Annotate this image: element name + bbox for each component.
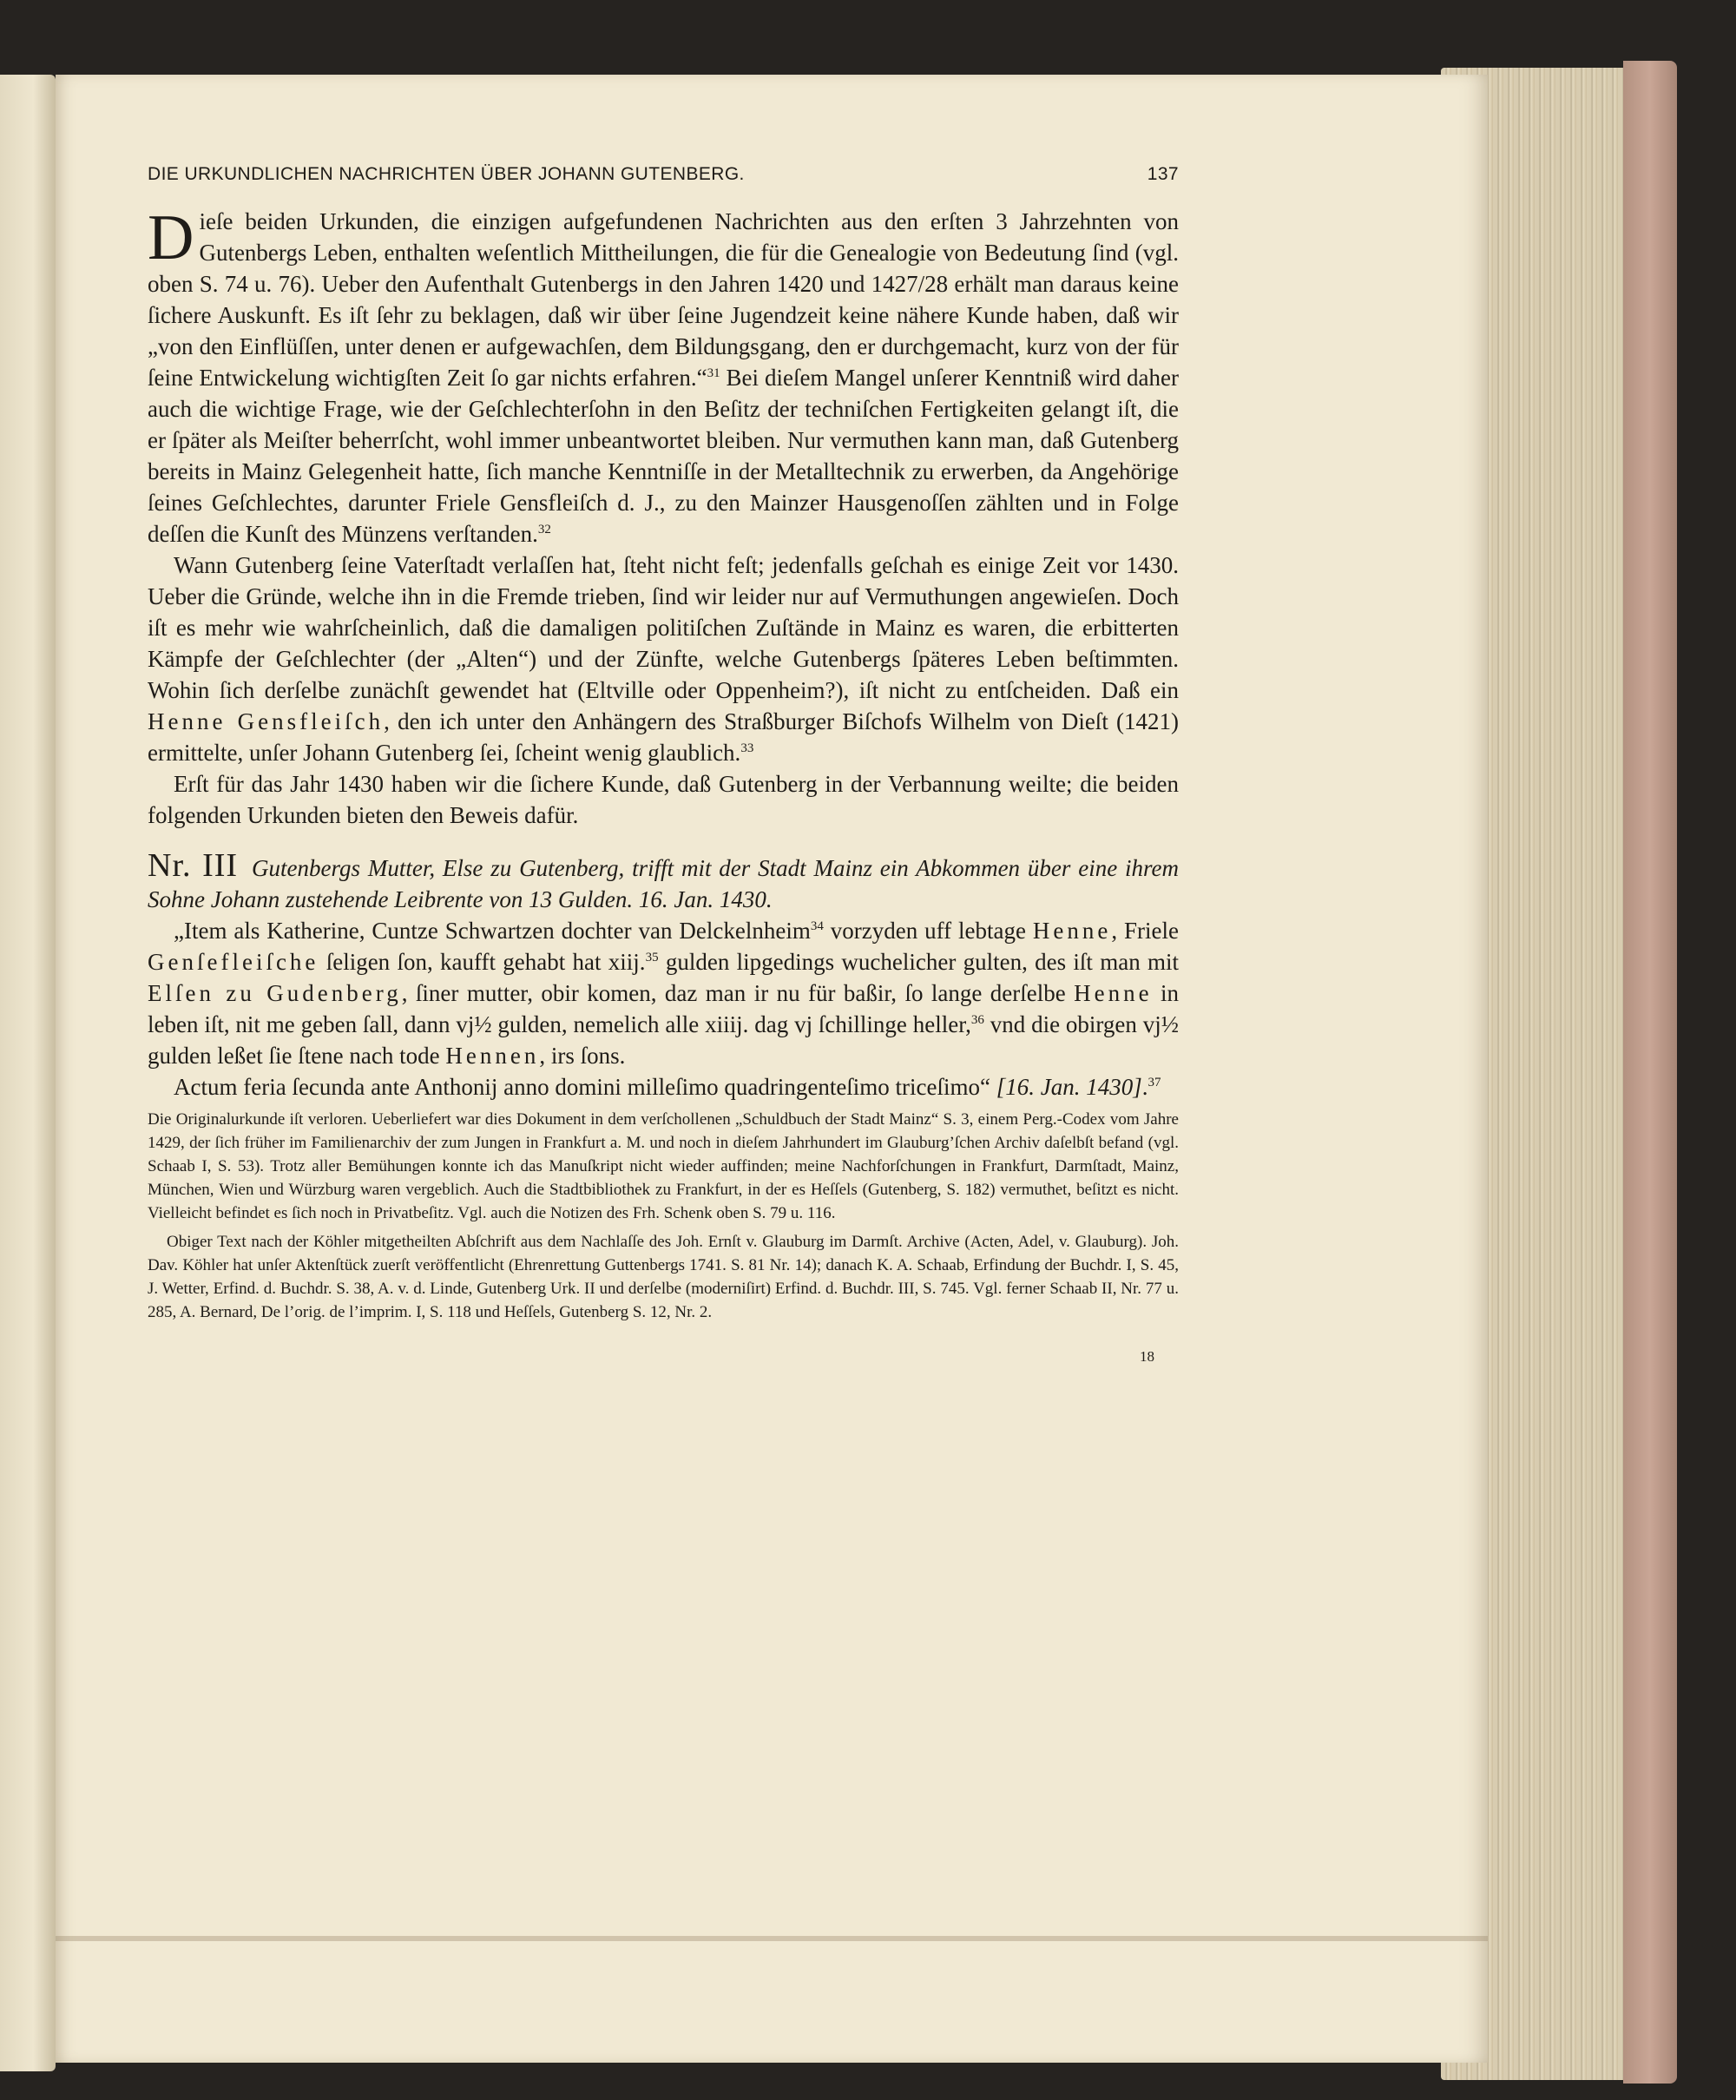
document-quote (148, 915, 1179, 1071)
page-fold-shadow (56, 1936, 1488, 1941)
quote-text-9: , irs ſons. (539, 1043, 626, 1069)
quote-text-5: gulden lipgedings wuchelicher gulten, des iſt man mit (658, 949, 1179, 975)
source-notes (148, 1108, 1179, 1324)
paragraph-2-text-b: , den ich unter den Anhängern des Straßburger Biſchofs Wilhelm von Dieſt (1421) ermittelte, unſer Johann Gutenberg ſei, ſcheint wenig glaublich. (148, 708, 1179, 766)
paragraph-1 (148, 202, 1179, 550)
document-title: Gutenbergs Mutter, Else zu Gutenberg, trifft mit der Stadt Mainz ein Abkommen über eine ihrem Sohne Johann zustehende Leibrente von 13 Gulden. 16. Jan. 1430. (148, 855, 1179, 912)
quote-text-6: , ſiner mutter, obir komen, daz man ir nu für baßir, ſo lange derſelbe (401, 980, 1075, 1006)
actum-period: . (1141, 1074, 1148, 1100)
quote-text-1: „Item als Katherine, Cuntze Schwartzen dochter van Delckelnheim (174, 918, 811, 944)
spaced-name-elsen: Elſen zu Gudenberg (148, 980, 402, 1006)
paragraph-3: Erſt für das Jahr 1430 haben wir die ſichere Kunde, daß Gutenberg in der Verbannung weilte; die beiden folgenden Urkunden bieten den Beweis dafür. (148, 771, 1179, 828)
facing-page-edge (0, 75, 56, 2071)
spaced-name-henne: Henne (1032, 918, 1112, 944)
paragraph-2 (148, 550, 1179, 768)
footnote-ref-32: 32 (537, 523, 551, 537)
page-content (148, 164, 1179, 1366)
footnote-ref-35: 35 (645, 951, 659, 964)
paragraph-1-text-a: ieſe beiden Urkunden, die einzigen aufgefundenen Nachrichten aus den erſten 3 Jahrzehnten von Gutenbergs Leben, enthalten weſentlich Mittheilungen, die für die Genealogie von Bedeutung ſind (vgl. oben S. 74 u. 76). Ueber den Aufenthalt Gutenbergs in den Jahren 1420 und 1427/28 erhält man daraus keine ſichere Auskunft. Es iſt ſehr zu beklagen, daß wir über ſeine Jugendzeit keine nähere Kunde haben, daß wir „von den Einflüſſen, unter denen er aufgewachſen, dem Bildungsgang, den er durchgemacht, kurz von der für ſeine Entwickelung wichtigſten Zeit ſo gar nichts erfahren.“ (148, 208, 1179, 391)
paragraph-1-text-b: Bei dieſem Mangel unſerer Kenntniß wird daher auch die wichtige Frage, wie der Geſchlechterſohn in den Beſitz der techniſchen Fertigkeiten gelangt iſt, die er ſpäter als Meiſter beherrſcht, wohl immer unbeantwortet bleiben. Nur vermuthen kann man, daß Gutenberg bereits in Mainz Gelegenheit hatte, ſich manche Kenntniſſe in der Metalltechnik zu erwerben, da Angehörige ſeines Geſchlechtes, darunter Friele Gensfleiſch d. J., zu den Mainzer Hausgenoſſen zählten und in Folge deſſen die Kunſt des Münzens verſtanden. (148, 365, 1179, 547)
running-head (148, 164, 1179, 185)
document-number: Nr. III (148, 847, 239, 884)
quote-text-7: in leben iſt, nit me geben ſall, dann vj½ gulden, nemelich alle xiiij. dag vj ſchillinge heller, (148, 980, 1179, 1037)
drop-cap: D (148, 202, 194, 273)
spaced-name-hennen: Hennen (445, 1043, 540, 1069)
footnote-ref-36: 36 (970, 1013, 984, 1027)
quote-text-3: , Friele (1111, 918, 1179, 944)
footnote-ref-31: 31 (707, 366, 720, 380)
spaced-name-gensefleische: Genſefleiſche (148, 949, 319, 975)
book-cover-edge (1623, 61, 1677, 2084)
footnote-ref-33: 33 (740, 741, 754, 755)
note-1: Die Originalurkunde iſt verloren. Ueberliefert war dies Dokument in dem verſchollenen „Schuldbuch der Stadt Mainz“ S. 3, einem Perg.-Codex vom Jahre 1429, der ſich früher im Familienarchiv der zum Jungen in Frankfurt a. M. und noch in dieſem Jahrhundert im Glauburg’ſchen Archiv daſelbſt befand (vgl. Schaab I, S. 53). Trotz aller Bemühungen konnte ich das Manuſkript nicht wieder auffinden; meine Nachforſchungen in Frankfurt, Darmſtadt, Mainz, München, Wien und Würzburg waren vergeblich. Auch die Stadtbibliothek zu Frankfurt, in der es Heſſels (Gutenberg, S. 182) vermuthet, beſitzt es nicht. Vielleicht befindet es ſich noch in Privatbeſitz. Vgl. auch die Notizen des Frh. Schenk oben S. 79 u. 116. (148, 1110, 1179, 1222)
page-number: 137 (1147, 164, 1179, 184)
spaced-name-henne-2: Henne (1074, 980, 1153, 1006)
actum-line (148, 1071, 1179, 1103)
note-2: Obiger Text nach der Köhler mitgetheilten Abſchrift aus dem Nachlaſſe des Joh. Ernſt v. Glauburg im Darmſt. Archive (Acten, Adel, v. Glauburg). Joh. Dav. Köhler hat unſer Aktenſtück zuerſt veröffentlicht (Ehrenrettung Guttenbergs 1741. S. 81 Nr. 14); danach K. A. Schaab, Erfindung der Buchdr. I, S. 45, J. Wetter, Erfind. d. Buchdr. S. 38, A. v. d. Linde, Gutenberg Urk. II und derſelbe (moderniſirt) Erfind. d. Buchdr. III, S. 745. Vgl. ferner Schaab II, Nr. 77 u. 285, A. Bernard, De l’orig. de l’imprim. I, S. 118 und Heſſels, Gutenberg S. 12, Nr. 2. (148, 1233, 1179, 1321)
document-heading (148, 847, 1179, 915)
actum-text: Actum feria ſecunda ante Anthonij anno domini milleſimo quadringenteſimo triceſimo“ (174, 1074, 996, 1100)
quote-text-2: vorzyden uff lebtage (823, 918, 1033, 944)
quote-text-4: ſeligen ſon, kaufft gehabt hat xiij. (319, 949, 646, 975)
actum-date: [16. Jan. 1430] (996, 1074, 1142, 1100)
quote-text-8: vnd die obirgen vj½ gulden leßet ſie ſtene nach tode (148, 1011, 1179, 1069)
spaced-name-henne-gensfleisch: Henne Gensfleiſch (148, 708, 385, 734)
footnote-ref-37: 37 (1147, 1076, 1161, 1089)
running-title: DIE URKUNDLICHEN NACHRICHTEN ÜBER JOHANN GUTENBERG. (148, 164, 745, 184)
footnote-ref-34: 34 (810, 919, 824, 933)
paragraph-2-text-a: Wann Gutenberg ſeine Vaterſtadt verlaſſen hat, ſteht nicht feſt; jedenfalls geſchah es einige Zeit vor 1430. Ueber die Gründe, welche ihn in die Fremde trieben, ſind wir leider nur auf Vermuthungen angewieſen. Doch iſt es mehr wie wahrſcheinlich, daß die damaligen politiſchen Zuſtände in Mainz es waren, die erbitterten Kämpfe der Geſchlechter (der „Alten“) und der Zünfte, welche Gutenbergs ſpäteres Leben beſtimmten. Wohin ſich derſelbe zunächſt gewendet hat (Eltville oder Oppenheim?), iſt nicht zu entſcheiden. Daß ein (148, 552, 1179, 703)
printer-signature: 18 (1140, 1348, 1154, 1365)
intro-text (148, 202, 1179, 831)
